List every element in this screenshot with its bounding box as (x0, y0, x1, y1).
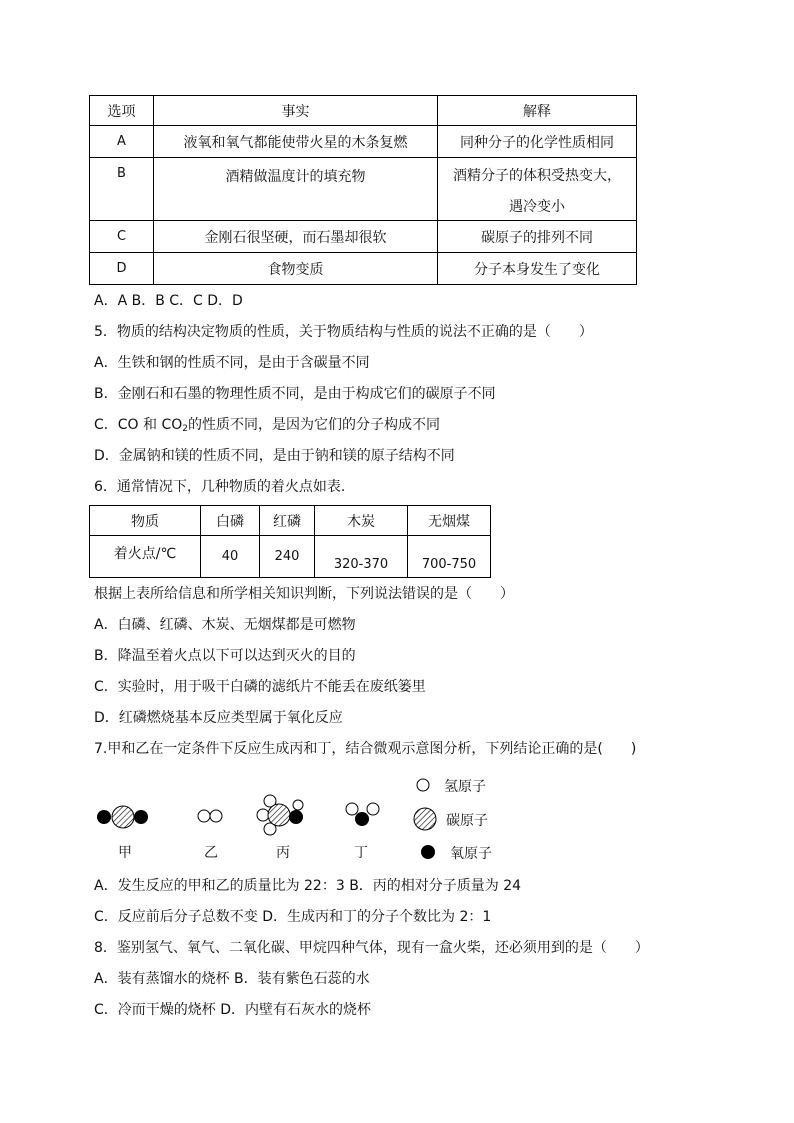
table-row (90, 221, 637, 253)
fact-cell: 液氧和氧气都能使带火星的木条复燃 (154, 126, 438, 158)
option-cell: D (90, 253, 154, 285)
table-header: 物质 (90, 506, 201, 536)
molecule-bing (257, 795, 303, 835)
value-cell: 40 (201, 536, 260, 578)
table-header: 红磷 (260, 506, 315, 536)
q5-option-b: B．金刚石和石墨的物理性质不同，是由于构成它们的碳原子不同 (94, 386, 496, 402)
q7-options-cd: C．反应前后分子总数不变 D．生成丙和丁的分子个数比为 2：1 (94, 909, 492, 925)
option-cell: A (90, 126, 154, 158)
table-row (90, 126, 637, 158)
table-header: 事实 (154, 96, 438, 126)
molecule-jia (97, 806, 148, 828)
caption-jia: 甲 (118, 845, 132, 861)
q5-option-c (94, 415, 440, 439)
q5-option-c-suffix: 的性质不同，是因为它们的分子构成不同 (188, 417, 440, 433)
q8-options-ab: A．装有蒸馏水的烧杯 B．装有紫色石蕊的水 (94, 971, 370, 987)
q5-stem: 5．物质的结构决定物质的性质，关于物质结构与性质的说法不正确的是（ ） (94, 324, 593, 340)
table-row (90, 158, 637, 221)
caption-ding: 丁 (354, 845, 368, 861)
q7-options-ab: A．发生反应的甲和乙的质量比为 22：3 B．丙的相对分子质量为 24 (94, 878, 522, 894)
option-cell: B (90, 158, 154, 221)
value-cell: 700-750 (408, 536, 491, 578)
q8-stem: 8．鉴别氢气、氧气、二氧化碳、甲烷四种气体，现有一盒火柴，还必须用到的是（ ） (94, 940, 649, 956)
fact-cell: 食物变质 (154, 253, 438, 285)
explanation-cell: 分子本身发生了变化 (438, 253, 637, 285)
fact-cell: 酒精做温度计的填充物 (154, 158, 438, 221)
value-cell: 240 (260, 536, 315, 578)
oxygen-atom-symbol (421, 845, 435, 859)
legend-carbon-label: 碳原子 (446, 813, 488, 829)
legend (414, 779, 436, 859)
q6-option-d: D．红磷燃烧基本反应类型属于氧化反应 (94, 710, 343, 726)
value-cell: 320-370 (315, 536, 408, 578)
molecule-yi (198, 810, 222, 822)
option-cell: C (90, 221, 154, 253)
fact-cell: 金刚石很坚硬，而石墨却很软 (154, 221, 438, 253)
table-header: 选项 (90, 96, 154, 126)
ignition-point-table (89, 505, 491, 578)
explanation-cell: 碳原子的排列不同 (438, 221, 637, 253)
table-header: 无烟煤 (408, 506, 491, 536)
q6-stem: 6．通常情况下，几种物质的着火点如表. (94, 479, 346, 495)
table-row (90, 536, 491, 578)
q8-options-cd: C．冷而干燥的烧杯 D．内壁有石灰水的烧杯 (94, 1002, 372, 1018)
row-label: 着火点/℃ (90, 536, 201, 578)
hydrogen-atom-symbol (417, 779, 429, 791)
q6-prompt: 根据上表所给信息和所学相关知识判断，下列说法错误的是（ ） (94, 586, 514, 602)
legend-hydrogen-label: 氢原子 (444, 779, 486, 795)
legend-oxygen-label: 氧原子 (450, 846, 492, 862)
table-header: 解释 (438, 96, 637, 126)
q6-option-b: B．降温至着火点以下可以达到灭火的目的 (94, 648, 356, 664)
explanation-table (89, 95, 637, 285)
explanation-cell: 同种分子的化学性质相同 (438, 126, 637, 158)
q5-option-c-subscript: 2 (182, 424, 188, 434)
molecule-ding (346, 803, 379, 826)
table-row (90, 253, 637, 285)
q7-stem: 7.甲和乙在一定条件下反应生成丙和丁，结合微观示意图分析，下列结论正确的是( ) (94, 741, 637, 757)
q4-options: A．A B．B C．C D．D (94, 293, 243, 309)
table-header: 木炭 (315, 506, 408, 536)
caption-bing: 丙 (276, 845, 290, 861)
table-header: 白磷 (201, 506, 260, 536)
caption-yi: 乙 (204, 845, 218, 861)
q6-option-c: C．实验时，用于吸干白磷的滤纸片不能丢在废纸篓里 (94, 679, 426, 695)
carbon-atom-symbol (414, 808, 436, 830)
explanation-line: 遇冷变小 (509, 199, 565, 215)
explanation-line: 酒精分子的体积受热变大， (453, 168, 621, 184)
q6-option-a: A．白磷、红磷、木炭、无烟煤都是可燃物 (94, 617, 356, 633)
q5-option-a: A．生铁和钢的性质不同，是由于含碳量不同 (94, 355, 370, 371)
explanation-cell (438, 158, 637, 221)
q5-option-d: D．金属钠和镁的性质不同，是由于钠和镁的原子结构不同 (94, 448, 455, 464)
q5-option-c-prefix: C．CO 和 CO (94, 417, 183, 433)
